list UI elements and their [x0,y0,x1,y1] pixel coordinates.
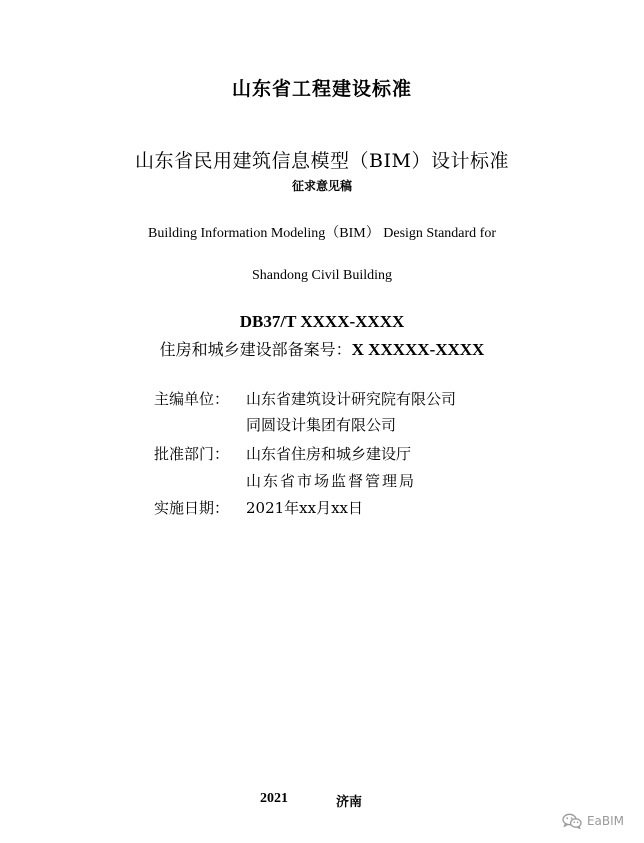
implementation-date-value: 2021年xx月xx日 [246,499,364,517]
english-title-line1: Building Information Modeling（BIM） Design Standard for [147,226,497,241]
editor-unit-1: 山东省建筑设计研究院有限公司 [246,390,457,408]
watermark-text: EaBIM [586,814,624,828]
editor-unit-2: 同圆设计集团有限公司 [246,416,397,434]
footer-city: 济南 [336,795,363,810]
document-title: 山东省民用建筑信息模型（BIM）设计标准 [135,150,509,172]
editor-label: 主编单位： [154,390,230,408]
approver-label: 批准部门： [154,445,230,463]
draft-label: 征求意见稿 [291,179,352,193]
record-number-label: 住房和城乡建设部备案号： [159,340,352,359]
watermark [562,813,624,829]
footer-year: 2021 [260,791,288,806]
standard-number: DB37/T XXXX-XXXX [239,312,405,331]
implementation-date-label: 实施日期： [154,499,230,517]
english-title-line2: Shandong Civil Building [251,268,392,283]
series-title: 山东省工程建设标准 [231,78,412,100]
record-number-value: X XXXXX-XXXX [351,340,485,359]
approver-unit-1: 山东省住房和城乡建设厅 [246,445,412,463]
record-number [0,337,644,360]
approver-unit-2: 山东省市场监督管理局 [246,472,417,490]
wechat-icon [562,813,582,829]
